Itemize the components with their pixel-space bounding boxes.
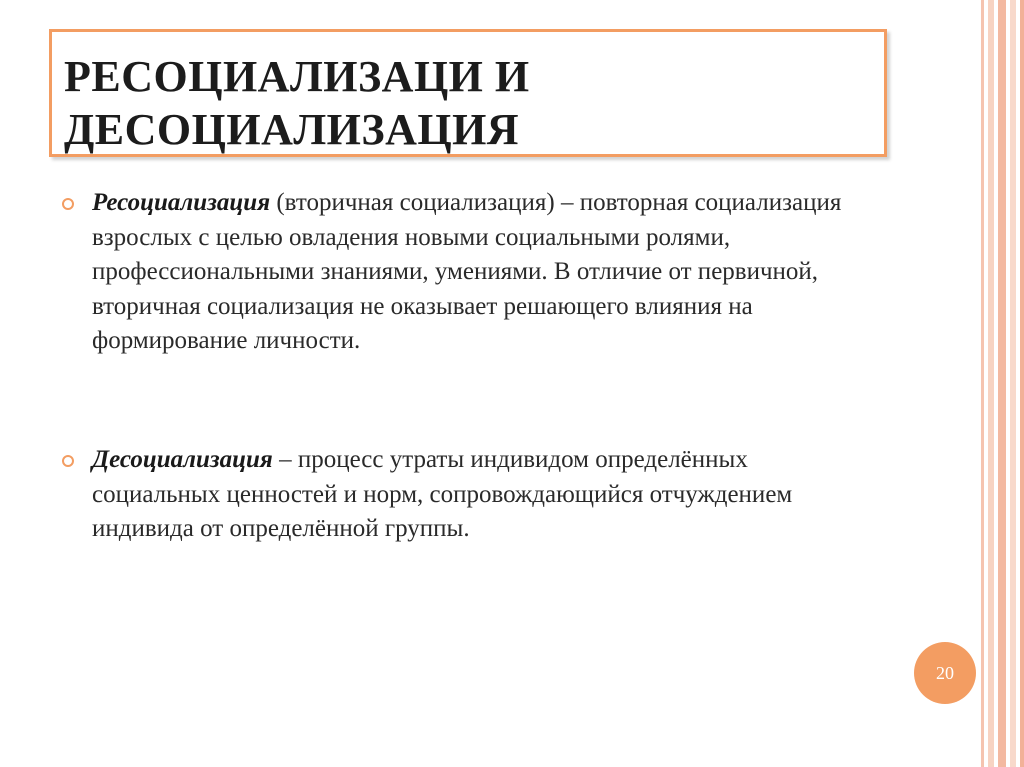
term-label: Ресоциализация xyxy=(92,189,271,216)
ring-bullet-icon xyxy=(62,198,74,210)
term-label: Десоциализация xyxy=(92,446,273,473)
definition-text: (вторичная социализация) – повторная социализация взрослых с целью овладения новыми социальными ролями, профессиональными знаниями, умениями. В отличие от первичной, вторичная социализация не оказывает решающего влияния на формирование личности. xyxy=(92,189,842,354)
definition-text: – процесс утраты индивидом определённых социальных ценностей и норм, сопровождающийся отчуждением индивида от определённой группы. xyxy=(92,446,793,542)
title-box xyxy=(49,29,887,157)
slide-title xyxy=(64,50,530,156)
stripe xyxy=(998,0,1006,767)
bullet-text xyxy=(92,443,852,547)
title-line-2: ДЕСОЦИАЛИЗАЦИЯ xyxy=(64,105,520,154)
title-line-1: РЕСОЦИАЛИЗАЦИ И xyxy=(64,52,530,101)
stripe xyxy=(988,0,994,767)
stripe xyxy=(1020,0,1024,767)
decorative-stripes xyxy=(978,0,1024,767)
ring-bullet-icon xyxy=(62,455,74,467)
stripe xyxy=(981,0,984,767)
bullet-text xyxy=(92,186,852,359)
stripe xyxy=(1010,0,1016,767)
page-number-badge: 20 xyxy=(914,642,976,704)
